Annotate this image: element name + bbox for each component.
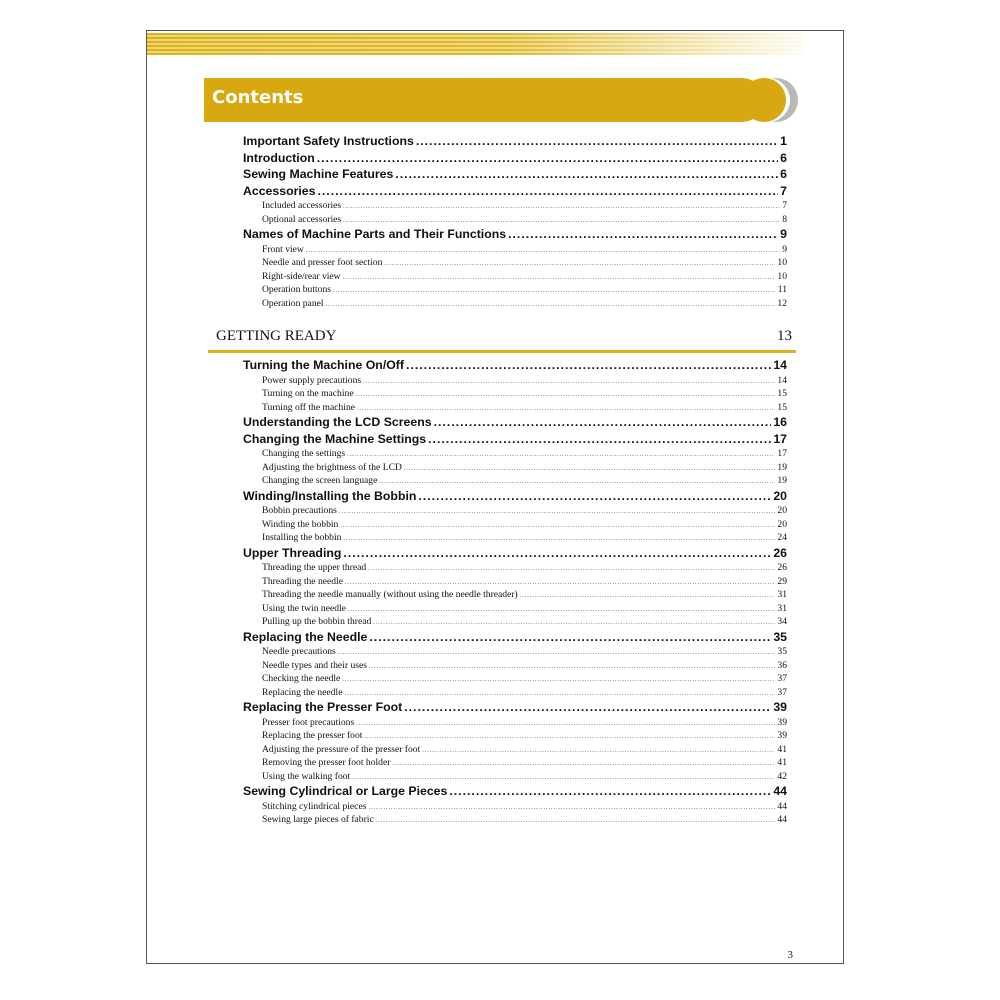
- toc-entry-label: Upper Threading: [243, 545, 342, 560]
- toc-entry: [243, 699, 787, 716]
- toc-entry: [243, 357, 787, 374]
- toc-subentry: [243, 588, 787, 602]
- section-title: GETTING READY: [216, 328, 337, 344]
- toc-subentry: [243, 686, 787, 700]
- toc-entry-label: Names of Machine Parts and Their Functions: [243, 227, 507, 241]
- toc-entry-page: 9: [780, 227, 787, 241]
- toc-entry-label: Turning off the machine: [262, 401, 355, 413]
- toc-entry-label: Adjusting the brightness of the LCD: [262, 461, 402, 473]
- toc-subentry: [243, 531, 787, 545]
- toc-entry-page: 17: [777, 448, 787, 459]
- toc-subentry: [243, 716, 787, 730]
- toc-subentry: [243, 270, 787, 284]
- toc-subentry: [243, 199, 787, 213]
- toc-entry-page: 41: [777, 757, 787, 768]
- toc-entry-page: 10: [777, 257, 787, 268]
- toc-entry-label: Replacing the needle: [262, 686, 343, 698]
- dot-leader: [418, 488, 771, 505]
- dot-leader: [428, 431, 771, 448]
- toc-subentry: [243, 615, 787, 629]
- title-bar: [204, 78, 764, 122]
- toc-entry-page: 42: [777, 770, 787, 782]
- page-number: 3: [787, 949, 793, 961]
- toc-subentry: [243, 297, 787, 311]
- toc-subentry: [243, 504, 787, 518]
- toc-entry-label: Threading the upper thread: [262, 562, 367, 573]
- toc-intro-list: [243, 133, 787, 310]
- toc-entry: [243, 545, 787, 562]
- toc-entry-page: 6: [780, 150, 787, 165]
- toc-entry: [243, 414, 787, 431]
- toc-entry-label: Right-side/rear view: [262, 270, 341, 282]
- toc-entry-page: 24: [777, 532, 787, 543]
- toc-entry: [243, 629, 787, 646]
- toc-entry-label: Stitching cylindrical pieces: [262, 800, 367, 812]
- toc-entry-page: 8: [782, 213, 787, 225]
- toc-entry-page: 20: [777, 505, 787, 516]
- toc-entry: [243, 133, 787, 150]
- toc-entry-label: Pulling up the bobbin thread: [262, 616, 372, 627]
- toc-entry-page: 19: [777, 475, 787, 486]
- toc-entry-label: Turning the Machine On/Off: [243, 358, 404, 372]
- toc-subentry: [243, 518, 787, 532]
- toc-subentry: [243, 575, 787, 589]
- toc-entry-label: Optional accessories: [262, 213, 342, 225]
- toc-entry-page: 15: [777, 401, 787, 413]
- dot-leader: [416, 133, 778, 150]
- toc-subentry: [243, 283, 787, 297]
- dot-leader: [343, 545, 771, 562]
- toc-entry-label: Accessories: [243, 183, 316, 198]
- toc-entry-page: 14: [773, 358, 787, 372]
- toc-entry: [243, 183, 787, 200]
- toc-entry-label: Needle types and their uses: [262, 659, 367, 671]
- toc-entry-page: 29: [777, 575, 787, 587]
- toc-subentry: [243, 659, 787, 673]
- toc-subentry: [243, 561, 787, 575]
- document-page: [146, 30, 844, 964]
- toc-entry-page: 26: [777, 562, 787, 573]
- toc-entry-label: Winding/Installing the Bobbin: [243, 488, 417, 503]
- toc-entry-label: Installing the bobbin: [262, 532, 342, 543]
- toc-entry: [243, 783, 787, 800]
- toc-entry-page: 9: [782, 243, 787, 255]
- toc-entry-page: 39: [777, 730, 787, 741]
- toc-subentry: [243, 743, 787, 757]
- toc-entry-label: Using the walking foot: [262, 770, 351, 782]
- toc-entry-page: 44: [777, 800, 787, 812]
- toc-entry-page: 26: [773, 545, 787, 560]
- dot-leader: [317, 183, 778, 200]
- toc-entry-label: Replacing the presser foot: [262, 730, 363, 741]
- toc-entry-page: 44: [777, 814, 787, 825]
- toc-subentry: [243, 756, 787, 770]
- toc-entry-label: Introduction: [243, 150, 315, 165]
- dot-leader: [406, 357, 771, 374]
- toc-entry-label: Removing the presser foot holder: [262, 757, 391, 768]
- toc-subentry: [243, 374, 787, 388]
- toc-entry-label: Replacing the Presser Foot: [243, 700, 403, 714]
- toc-subentry: [243, 447, 787, 461]
- toc-entry-label: Included accessories: [262, 200, 342, 211]
- toc-entry-page: 7: [782, 200, 787, 211]
- dot-leader: [376, 813, 776, 829]
- decorative-stripe: [147, 33, 805, 55]
- toc-entry-page: 10: [777, 270, 787, 282]
- toc-entry-page: 17: [773, 431, 787, 446]
- dot-leader: [317, 150, 778, 167]
- toc-entry-page: 34: [777, 616, 787, 627]
- toc-entry-label: Threading the needle: [262, 575, 343, 587]
- toc-entry-page: 36: [777, 659, 787, 671]
- toc-entry-page: 12: [777, 297, 787, 309]
- toc-entry: [243, 166, 787, 183]
- toc-subentry: [243, 256, 787, 270]
- toc-entry-page: 37: [777, 673, 787, 684]
- dot-leader: [326, 297, 776, 313]
- dot-leader: [449, 783, 771, 800]
- dot-leader: [508, 226, 778, 243]
- toc-entry-page: 20: [773, 488, 787, 503]
- toc-entry-label: Operation panel: [262, 297, 324, 309]
- toc-entry-page: 39: [773, 700, 787, 714]
- toc-entry-page: 1: [780, 134, 787, 148]
- toc-subentry: [243, 645, 787, 659]
- toc-entry-page: 16: [773, 415, 787, 429]
- toc-subentry: [243, 474, 787, 488]
- toc-entry-page: 14: [777, 374, 787, 386]
- toc-entry-label: Sewing large pieces of fabric: [262, 814, 374, 825]
- toc-entry-label: Winding the bobbin: [262, 518, 339, 530]
- toc-entry-label: Using the twin needle: [262, 602, 346, 614]
- toc-entry-label: Bobbin precautions: [262, 505, 337, 516]
- toc-entry-label: Sewing Cylindrical or Large Pieces: [243, 784, 448, 798]
- toc-subentry: [243, 213, 787, 227]
- toc-subentry: [243, 672, 787, 686]
- toc-entry-page: 37: [777, 686, 787, 698]
- toc-entry: [243, 431, 787, 448]
- toc-entry-page: 35: [777, 646, 787, 657]
- toc-entry-label: Understanding the LCD Screens: [243, 415, 432, 429]
- toc-entry-label: Important Safety Instructions: [243, 134, 414, 148]
- toc-entry-label: Replacing the Needle: [243, 629, 368, 644]
- toc-entry-label: Changing the Machine Settings: [243, 431, 427, 446]
- toc-entry: [243, 226, 787, 243]
- toc-entry-page: 41: [777, 743, 787, 755]
- toc-entry-page: 31: [777, 589, 787, 600]
- dot-leader: [434, 414, 772, 431]
- toc-subentry: [243, 243, 787, 257]
- section-page-number: 13: [777, 328, 792, 344]
- page-title: Contents: [212, 87, 304, 108]
- toc-entry-page: 19: [777, 461, 787, 473]
- toc-subentry: [243, 602, 787, 616]
- dot-leader: [369, 629, 771, 646]
- toc-subentry: [243, 387, 787, 401]
- toc-entry-label: Turning on the machine: [262, 388, 354, 399]
- toc-subentry: [243, 813, 787, 827]
- toc-entry-label: Changing the settings: [262, 448, 346, 459]
- section-header: [208, 328, 796, 353]
- toc-entry: [243, 150, 787, 167]
- toc-entry-label: Adjusting the pressure of the presser foot: [262, 743, 421, 755]
- toc-entry-page: 15: [777, 388, 787, 399]
- toc-entry-page: 39: [777, 716, 787, 728]
- toc-entry-label: Needle precautions: [262, 646, 336, 657]
- toc-entry-page: 35: [773, 629, 787, 644]
- toc-entry-page: 11: [777, 284, 787, 295]
- toc-entry-label: Power supply precautions: [262, 374, 362, 386]
- toc-entry-page: 7: [780, 183, 787, 198]
- toc-subentry: [243, 800, 787, 814]
- toc-subentry: [243, 461, 787, 475]
- dot-leader: [395, 166, 778, 183]
- toc-subentry: [243, 729, 787, 743]
- toc-entry-label: Presser foot precautions: [262, 716, 355, 728]
- toc-subentry: [243, 770, 787, 784]
- toc-entry-label: Operation buttons: [262, 284, 332, 295]
- dot-leader: [404, 699, 771, 716]
- toc-entry-label: Needle and presser foot section: [262, 257, 383, 268]
- toc-entry-page: 6: [780, 167, 787, 181]
- toc-entry-page: 20: [777, 518, 787, 530]
- toc-section-list: [243, 357, 787, 827]
- toc-entry: [243, 488, 787, 505]
- toc-subentry: [243, 401, 787, 415]
- toc-entry-label: Changing the screen language: [262, 475, 378, 486]
- toc-entry-page: 31: [777, 602, 787, 614]
- toc-entry-page: 44: [773, 784, 787, 798]
- toc-entry-label: Front view: [262, 243, 304, 255]
- toc-entry-label: Threading the needle manually (without using the needle threader): [262, 589, 518, 600]
- toc-entry-label: Checking the needle: [262, 673, 341, 684]
- toc-entry-label: Sewing Machine Features: [243, 167, 394, 181]
